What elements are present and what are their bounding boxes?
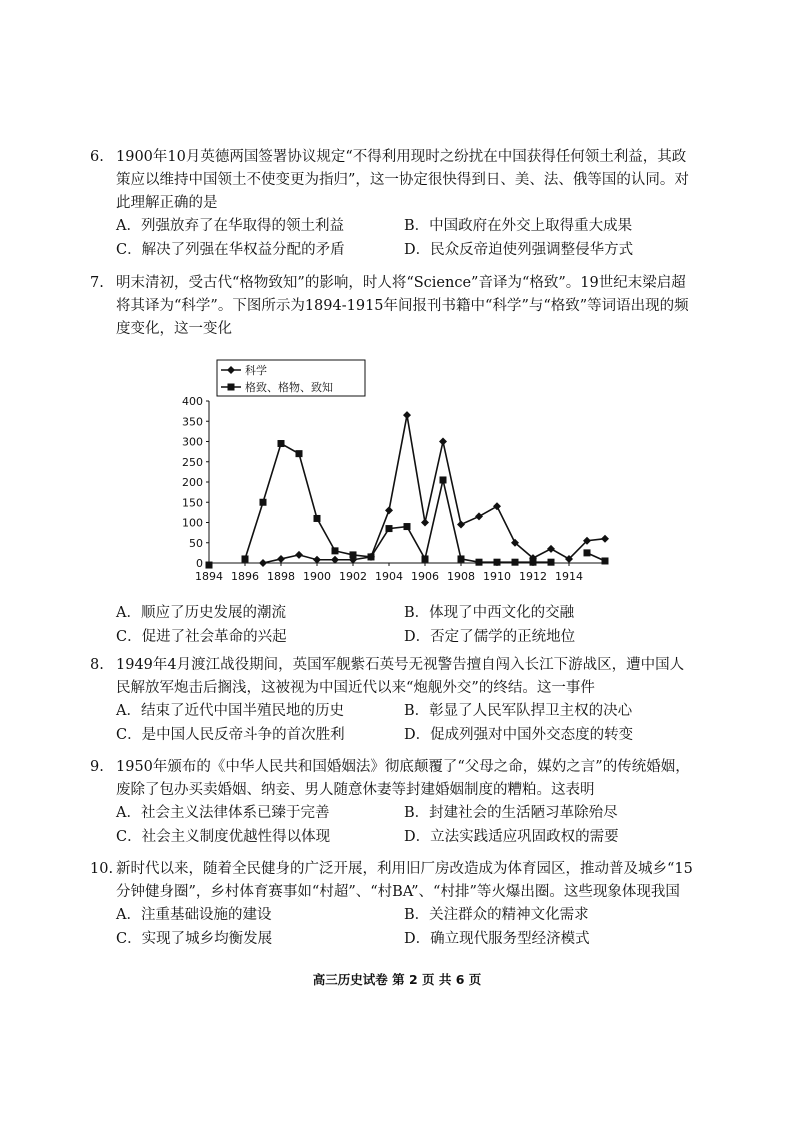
options-row — [94, 826, 694, 850]
question-stem: 1949年4月渡江战役期间，英国军舰紫石英号无视警告擅自闯入长江下游战区，遭中国人民解放军炮击后搁浅，这被视为中国近代以来“炮舰外交”的终结。这一事件 — [116, 657, 685, 696]
options-row — [94, 602, 694, 626]
series-gezhi-point — [422, 555, 429, 562]
option-b[interactable]: B．体现了中西文化的交融 — [404, 605, 575, 621]
option-b[interactable]: B．封建社会的生活陋习革除殆尽 — [404, 805, 618, 821]
series-gezhi-point — [494, 559, 501, 566]
option-c[interactable]: C．促进了社会革命的兴起 — [116, 629, 287, 645]
frequency-line-chart — [182, 358, 615, 590]
legend-label: 科学 — [245, 364, 267, 377]
series-gezhi-point — [260, 499, 267, 506]
series-kexue-point — [295, 551, 303, 559]
x-tick-label: 1908 — [447, 570, 475, 583]
y-tick-label: 100 — [182, 516, 203, 530]
option-d[interactable]: D．民众反帝迫使列强调整侵华方式 — [404, 242, 634, 258]
series-gezhi-point — [530, 559, 537, 566]
option-b[interactable]: B．关注群众的精神文化需求 — [404, 907, 589, 923]
option-b[interactable]: B．中国政府在外交上取得重大成果 — [404, 218, 633, 234]
question-10 — [90, 858, 694, 952]
question-number: 8. — [90, 657, 104, 673]
y-tick-label: 200 — [182, 476, 203, 489]
y-tick-label: 300 — [182, 435, 203, 449]
question-number: 6. — [90, 149, 104, 165]
x-tick-label: 1896 — [231, 570, 259, 583]
question-stem: 1900年10月英德两国签署协议规定“不得利用现时之纷扰在中国获得任何领土利益，其政策应以维持中国领土不使变更为指归”，这一协定很快得到日、美、法、俄等国的认同。对此理解正确的是 — [116, 149, 689, 211]
page-footer: 高三历史试卷 第 2 页 共 6 页 — [312, 972, 482, 987]
question-9 — [90, 756, 694, 850]
question-number: 9. — [90, 759, 104, 775]
series-kexue-point — [493, 502, 501, 510]
options-row — [94, 724, 694, 748]
question-8 — [90, 654, 694, 748]
x-tick-label: 1904 — [375, 570, 403, 583]
question-7-options — [94, 602, 694, 650]
option-d[interactable]: D．促成列强对中国外交态度的转变 — [404, 727, 634, 743]
question-number: 10. — [90, 861, 114, 877]
option-a[interactable]: A．结束了近代中国半殖民地的历史 — [116, 703, 344, 719]
question-number: 7. — [90, 275, 104, 291]
option-a[interactable]: A．列强放弃了在华取得的领土利益 — [116, 218, 344, 234]
option-c[interactable]: C．是中国人民反帝斗争的首次胜利 — [116, 727, 345, 743]
option-c[interactable]: C．社会主义制度优越性得以体现 — [116, 829, 331, 845]
series-kexue-point — [439, 438, 447, 446]
y-tick-label: 50 — [189, 536, 203, 550]
x-tick-label: 1906 — [411, 570, 439, 583]
series-gezhi-point — [458, 555, 465, 562]
option-b[interactable]: B．彰显了人民军队捍卫主权的决心 — [404, 703, 633, 719]
x-tick-label: 1900 — [303, 570, 331, 583]
x-tick-label: 1914 — [555, 570, 583, 583]
series-gezhi-point — [332, 547, 339, 554]
x-tick-label: 1902 — [339, 570, 367, 583]
option-d[interactable]: D．立法实践适应巩固政权的需要 — [404, 829, 619, 845]
question-6 — [90, 146, 694, 263]
series-gezhi-point — [386, 525, 393, 532]
x-tick-label: 1894 — [195, 570, 223, 583]
option-c[interactable]: C．实现了城乡均衡发展 — [116, 931, 273, 947]
series-kexue-point — [385, 506, 393, 514]
series-gezhi-point — [584, 549, 591, 556]
x-tick-label: 1898 — [267, 570, 295, 583]
x-tick-label: 1910 — [483, 570, 511, 583]
options-row — [94, 239, 694, 263]
options-row — [94, 802, 694, 826]
question-stem: 新时代以来，随着全民健身的广泛开展，利用旧厂房改造成为体育园区，推动普及城乡“15分钟健身圈”，乡村体育赛事如“村超”、“村BA”、“村排”等火爆出圈。这些现象体现我国 — [116, 861, 693, 900]
y-tick-label: 0 — [196, 557, 203, 570]
series-gezhi-point — [602, 557, 609, 564]
series-gezhi-point — [350, 551, 357, 558]
series-gezhi-point — [278, 440, 285, 447]
option-a[interactable]: A．注重基础设施的建设 — [116, 907, 272, 923]
options-row — [94, 215, 694, 239]
option-a[interactable]: A．顺应了历史发展的潮流 — [116, 605, 286, 621]
series-kexue-point — [403, 411, 411, 419]
options-row — [94, 904, 694, 928]
legend-marker-square — [228, 384, 235, 391]
question-stem: 明末清初，受古代“格物致知”的影响，时人将“Science”音译为“格致”。19世纪末梁启超将其译为“科学”。下图所示为1894-1915年间报刊书籍中“科学”与“格致”等词语出现的频度变化，这一变化 — [116, 275, 689, 337]
series-kexue-point — [601, 535, 609, 543]
series-gezhi-point — [368, 553, 375, 560]
series-kexue-point — [475, 512, 483, 520]
series-gezhi-point — [476, 559, 483, 566]
series-kexue-point — [547, 545, 555, 553]
y-tick-label: 400 — [182, 395, 203, 408]
legend-label: 格致、格物、致知 — [245, 381, 333, 394]
series-kexue-point — [259, 559, 267, 567]
series-gezhi-point — [404, 523, 411, 530]
series-gezhi-point — [242, 555, 249, 562]
series-gezhi-point — [548, 559, 555, 566]
options-row — [94, 928, 694, 952]
y-tick-label: 150 — [182, 496, 203, 510]
x-tick-label: 1912 — [519, 570, 547, 583]
series-kexue-point — [457, 521, 465, 529]
series-gezhi-point — [314, 515, 321, 522]
series-gezhi-point — [206, 562, 213, 569]
series-kexue-point — [421, 519, 429, 527]
option-c[interactable]: C．解决了列强在华权益分配的矛盾 — [116, 242, 345, 258]
question-7 — [90, 272, 694, 341]
series-gezhi-point — [296, 450, 303, 457]
option-d[interactable]: D．否定了儒学的正统地位 — [404, 629, 576, 645]
options-row — [94, 626, 694, 650]
series-gezhi-point — [512, 559, 519, 566]
series-kexue-point — [277, 555, 285, 563]
series-kexue-line — [263, 415, 605, 563]
question-stem: 1950年颁布的《中华人民共和国婚姻法》彻底颠覆了“父母之命，媒妁之言”的传统婚姻，废除了包办买卖婚姻、纳妾、男人随意休妻等封建婚姻制度的糟粕。这表明 — [116, 759, 690, 798]
options-row — [94, 700, 694, 724]
y-tick-label: 250 — [182, 455, 203, 469]
series-gezhi-point — [440, 476, 447, 483]
option-d[interactable]: D．确立现代服务型经济模式 — [404, 931, 590, 947]
y-tick-label: 350 — [182, 415, 203, 429]
option-a[interactable]: A．社会主义法律体系已臻于完善 — [116, 805, 330, 821]
